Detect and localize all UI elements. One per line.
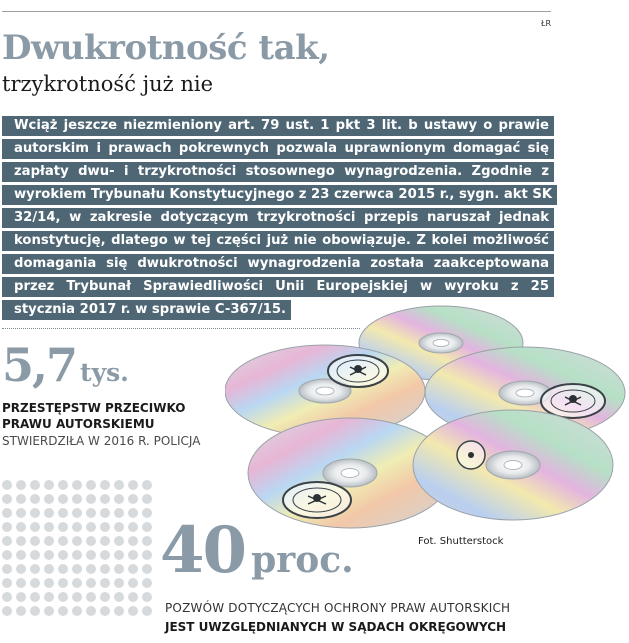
decorative-dot xyxy=(100,522,110,532)
decorative-dot xyxy=(128,522,138,532)
decorative-dot xyxy=(142,592,152,602)
decorative-dot xyxy=(58,494,68,504)
decorative-dot xyxy=(58,536,68,546)
pirate-stamp-icon xyxy=(541,384,605,418)
decorative-dot xyxy=(16,508,26,518)
decorative-dot xyxy=(72,550,82,560)
lead-text: Wciąż jeszcze niezmieniony art. 79 ust. 1 pkt 3 lit. b ustawy o prawie autorskim i prawach pokrewnych pozwala uprawnionym domagać się zapłaty dwu- i trzykrotności stosownego wynagrodzenia. Zgodnie z wyrokiem Trybunału Konstytucyjnego z 23 czerwca 2015 r., sygn. akt SK 32/14, w zakresie dotyczącym trzykrotności przepis naruszał jednak konstytucję, dlatego w tej części już nie obowiązuje. Z kolei możliwość domagania się dwukrotności wynagrodzenia została zaakceptowana przez Trybunał Sprawiedliwości Unii Europejskiej w wyroku z 25 stycznia 2017 r. w sprawie C-367/15. xyxy=(2,116,557,320)
decorative-dot xyxy=(128,494,138,504)
decorative-dot xyxy=(72,536,82,546)
decorative-dot xyxy=(30,522,40,532)
pirate-stamp-icon xyxy=(328,355,388,387)
stat-crimes-label-line2: PRAWU AUTORSKIEMU xyxy=(2,417,155,431)
decorative-dot xyxy=(58,578,68,588)
decorative-dot xyxy=(128,536,138,546)
decorative-dot xyxy=(16,606,26,616)
decorative-dot xyxy=(86,606,96,616)
decorative-dot xyxy=(142,508,152,518)
decorative-dot xyxy=(44,494,54,504)
decorative-dot xyxy=(2,564,12,574)
stat-lawsuits-label-line2: JEST UWZGLĘDNIANYCH W SĄDACH OKRĘGOWYCH xyxy=(165,620,507,634)
decorative-dot xyxy=(114,480,124,490)
decorative-dot xyxy=(86,536,96,546)
decorative-dot xyxy=(44,550,54,560)
decorative-dot xyxy=(72,578,82,588)
decorative-dot xyxy=(142,494,152,504)
decorative-dot xyxy=(86,564,96,574)
top-rule xyxy=(2,11,551,12)
decorative-dot xyxy=(16,522,26,532)
decorative-dot xyxy=(100,592,110,602)
stat-crimes-label-line1: PRZESTĘPSTW PRZECIWKO xyxy=(2,401,186,415)
stat-crimes-number xyxy=(2,338,129,392)
decorative-dot xyxy=(128,480,138,490)
decorative-dot xyxy=(72,494,82,504)
decorative-dot xyxy=(72,592,82,602)
headline-subtitle: trzykrotność już nie xyxy=(2,72,214,96)
decorative-dot xyxy=(44,606,54,616)
stat-crimes-value: 5,7 xyxy=(2,338,77,392)
decorative-dot xyxy=(2,550,12,560)
decorative-dot xyxy=(2,494,12,504)
decorative-dot xyxy=(100,550,110,560)
decorative-dot xyxy=(128,606,138,616)
decorative-dot xyxy=(2,606,12,616)
decorative-dot xyxy=(114,494,124,504)
decorative-dot xyxy=(114,592,124,602)
decorative-dot xyxy=(142,564,152,574)
decorative-dot xyxy=(128,592,138,602)
decorative-dot xyxy=(58,550,68,560)
decorative-dot xyxy=(142,606,152,616)
decorative-dot xyxy=(58,480,68,490)
lead-paragraph xyxy=(2,114,554,321)
decorative-dot xyxy=(142,522,152,532)
decorative-dot xyxy=(114,522,124,532)
decorative-dot xyxy=(30,480,40,490)
decorative-dot xyxy=(2,592,12,602)
headline-title: Dwukrotność tak, xyxy=(2,28,330,68)
stat-lawsuits-value: 40 xyxy=(160,513,246,588)
decorative-dot xyxy=(142,578,152,588)
decorative-dot xyxy=(86,522,96,532)
decorative-dot xyxy=(72,564,82,574)
decorative-dot xyxy=(114,508,124,518)
decorative-dot xyxy=(128,508,138,518)
stat-crimes-unit: tys. xyxy=(80,358,129,387)
decorative-dot xyxy=(2,508,12,518)
decorative-dot xyxy=(142,480,152,490)
decorative-dot xyxy=(44,522,54,532)
decorative-dot xyxy=(44,508,54,518)
decorative-dot xyxy=(86,508,96,518)
stat-crimes-label-line3: STWIERDZIŁA W 2016 R. POLICJA xyxy=(2,434,201,448)
decorative-dot xyxy=(128,578,138,588)
stat-lawsuits-number xyxy=(160,513,354,588)
decorative-dot xyxy=(72,480,82,490)
decorative-dot xyxy=(30,536,40,546)
decorative-dot xyxy=(100,606,110,616)
decorative-dot xyxy=(30,564,40,574)
author-byline: ŁR xyxy=(541,19,552,28)
disc-front-right xyxy=(413,410,613,520)
photo-caption: Fot. Shutterstock xyxy=(418,536,504,547)
decorative-dot xyxy=(58,592,68,602)
decorative-dot xyxy=(100,536,110,546)
stat-lawsuits-label-line1: POZWÓW DOTYCZĄCYCH OCHRONY PRAW AUTORSKICH xyxy=(165,601,511,615)
decorative-dot xyxy=(100,480,110,490)
decorative-dot xyxy=(72,508,82,518)
decorative-dot xyxy=(86,550,96,560)
decorative-dot xyxy=(86,480,96,490)
stat-lawsuits-unit: proc. xyxy=(251,539,354,581)
decorative-dot xyxy=(58,564,68,574)
decorative-dot xyxy=(16,550,26,560)
decorative-dot xyxy=(2,480,12,490)
decorative-dot xyxy=(2,578,12,588)
decorative-dot xyxy=(114,606,124,616)
decorative-dot xyxy=(86,494,96,504)
decorative-dot xyxy=(100,578,110,588)
decorative-dot xyxy=(2,522,12,532)
decorative-dot xyxy=(44,578,54,588)
decorative-dot xyxy=(58,522,68,532)
decorative-dot xyxy=(114,550,124,560)
decorative-dot xyxy=(30,550,40,560)
decorative-dot xyxy=(16,536,26,546)
decorative-dot xyxy=(44,480,54,490)
decorative-dot xyxy=(16,494,26,504)
decorative-dot xyxy=(128,564,138,574)
decorative-dot xyxy=(100,508,110,518)
decorative-dot xyxy=(114,578,124,588)
decorative-dot xyxy=(2,536,12,546)
decorative-dot xyxy=(30,606,40,616)
pirate-stamp-icon xyxy=(457,441,485,469)
decorative-dot xyxy=(16,578,26,588)
decorative-dot xyxy=(72,522,82,532)
decorative-dot xyxy=(44,592,54,602)
decorative-dot xyxy=(86,578,96,588)
decorative-dot xyxy=(30,592,40,602)
decorative-dot xyxy=(44,536,54,546)
decorative-dot xyxy=(114,564,124,574)
decorative-dot xyxy=(16,564,26,574)
decorative-dot xyxy=(100,494,110,504)
decorative-dot xyxy=(72,606,82,616)
decorative-dot xyxy=(142,550,152,560)
decorative-dot xyxy=(16,480,26,490)
decorative-dot xyxy=(58,508,68,518)
decorative-dot xyxy=(142,536,152,546)
decorative-dot xyxy=(86,592,96,602)
decorative-dot xyxy=(114,536,124,546)
decorative-dot xyxy=(44,564,54,574)
decorative-dot xyxy=(100,564,110,574)
decorative-dot xyxy=(30,578,40,588)
decorative-dot xyxy=(30,494,40,504)
decorative-dot xyxy=(16,592,26,602)
decorative-dot xyxy=(58,606,68,616)
decorative-dot xyxy=(30,508,40,518)
decorative-dot xyxy=(128,550,138,560)
